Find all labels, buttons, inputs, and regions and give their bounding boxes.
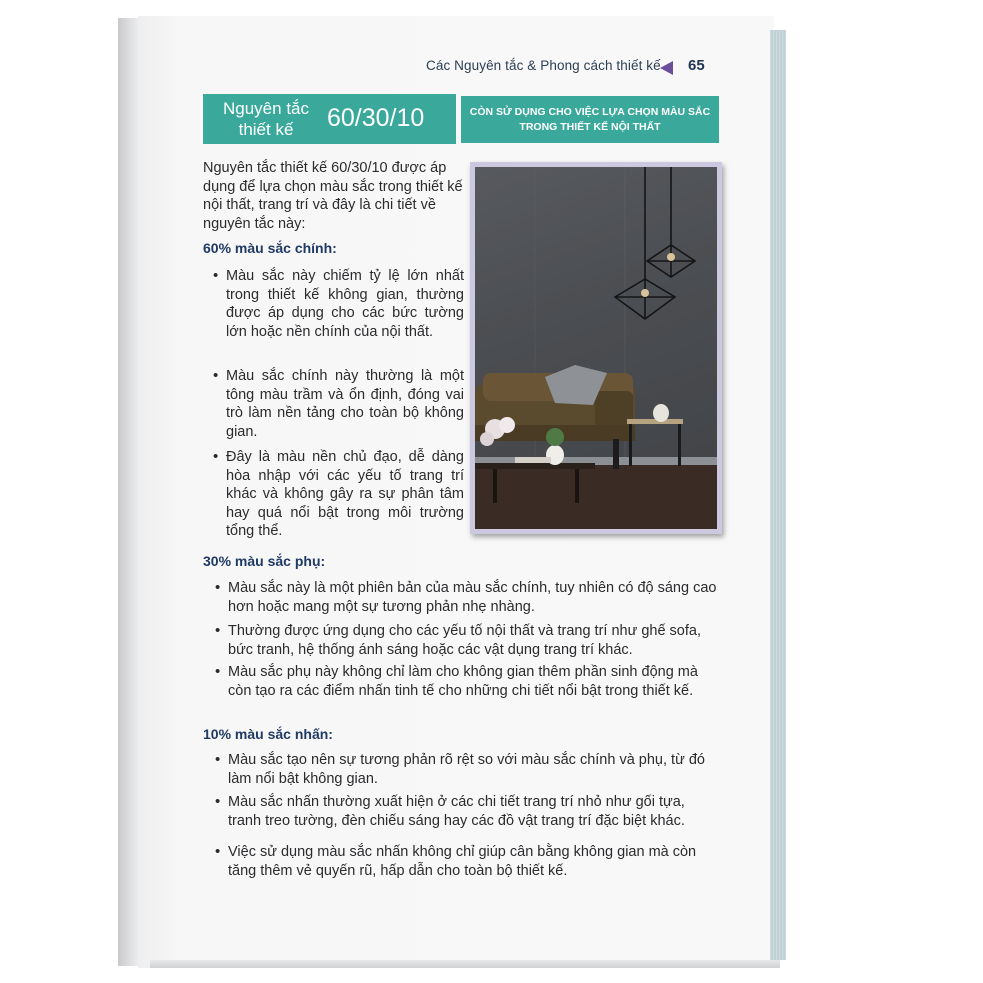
bullet-dot-icon: • — [215, 622, 221, 639]
interior-photo-frame — [470, 162, 722, 534]
bullet-text: Màu sắc chính này thường là một tông màu trầm và ổn định, đóng vai trò làm nền tảng cho toàn bộ không gian. — [226, 368, 464, 440]
triangle-marker-icon — [660, 61, 673, 75]
bullet-item — [213, 267, 464, 341]
banner-note: CÒN SỬ DỤNG CHO VIỆC LỰA CHỌN MÀU SẮC TRONG THIẾT KẾ NỘI THẤT — [469, 106, 711, 133]
title-banner — [203, 94, 456, 144]
bullet-item — [215, 751, 720, 788]
bullet-item — [215, 663, 720, 700]
bullet-item — [215, 793, 720, 830]
page-number: 65 — [688, 57, 705, 74]
bullet-text: Màu sắc này chiếm tỷ lệ lớn nhất trong thiết kế không gian, thường được áp dụng cho các bức tường lớn hoặc nền chính của nội thất. — [226, 268, 464, 340]
section-heading-60: 60% màu sắc chính: — [203, 240, 337, 256]
bullet-text: Đây là màu nền chủ đạo, dễ dàng hòa nhập với các yếu tố trang trí khác và không gây ra sự phân tâm hay quá nổi bật trong môi trường tổng thể. — [226, 449, 464, 539]
bullet-dot-icon: • — [215, 793, 221, 810]
bullet-dot-icon: • — [213, 367, 219, 384]
bullet-item — [213, 367, 464, 441]
bullet-text: Màu sắc nhấn thường xuất hiện ở các chi tiết trang trí nhỏ như gối tựa, tranh treo tường, đèn chiếu sáng hay các đồ vật trang trí đặc biệt khác. — [228, 794, 685, 829]
bullet-item — [215, 843, 720, 880]
bullet-text: Thường được ứng dụng cho các yếu tố nội thất và trang trí như ghế sofa, bức tranh, hệ thống ánh sáng hoặc các vật dụng trang trí khác. — [228, 623, 701, 658]
bullet-dot-icon: • — [215, 663, 221, 680]
bullet-dot-icon: • — [213, 448, 219, 465]
banner-title: Nguyên tắc thiết kế — [223, 99, 309, 139]
bullet-text: Màu sắc này là một phiên bản của màu sắc chính, tuy nhiên có độ sáng cao hơn hoặc mang một sự tương phản nhẹ nhàng. — [228, 580, 717, 615]
bullet-dot-icon: • — [215, 843, 221, 860]
bullet-dot-icon: • — [215, 751, 221, 768]
banner-number: 60/30/10 — [327, 104, 425, 132]
page-edges-bottom — [150, 960, 780, 968]
living-room-illustration — [475, 167, 717, 529]
bullet-item — [213, 448, 464, 541]
running-head-title: Các Nguyên tắc & Phong cách thiết kế — [426, 58, 661, 73]
bullet-text: Màu sắc phụ này không chỉ làm cho không gian thêm phần sinh động mà còn tạo ra các điểm nhấn tinh tế cho những chi tiết nổi bật trong thiết kế. — [228, 664, 698, 699]
bullet-item — [215, 579, 720, 616]
bullet-dot-icon: • — [213, 267, 219, 284]
bullet-dot-icon: • — [215, 579, 221, 596]
section-heading-30: 30% màu sắc phụ: — [203, 553, 326, 569]
section-heading-10: 10% màu sắc nhấn: — [203, 726, 333, 742]
subtitle-banner — [461, 96, 719, 143]
bullet-item — [215, 622, 720, 659]
page-edges — [770, 30, 786, 960]
bullet-text: Màu sắc tạo nên sự tương phản rõ rệt so với màu sắc chính và phụ, từ đó làm nổi bật không gian. — [228, 752, 705, 787]
interior-photo — [475, 167, 717, 529]
intro-paragraph: Nguyên tắc thiết kế 60/30/10 được áp dụng để lựa chọn màu sắc trong thiết kế nội thất, trang trí và đây là chi tiết về nguyên tắc này: — [203, 160, 463, 232]
bullet-text: Việc sử dụng màu sắc nhấn không chỉ giúp cân bằng không gian mà còn tăng thêm vẻ quyến rũ, hấp dẫn cho toàn bộ thiết kế. — [228, 844, 697, 879]
